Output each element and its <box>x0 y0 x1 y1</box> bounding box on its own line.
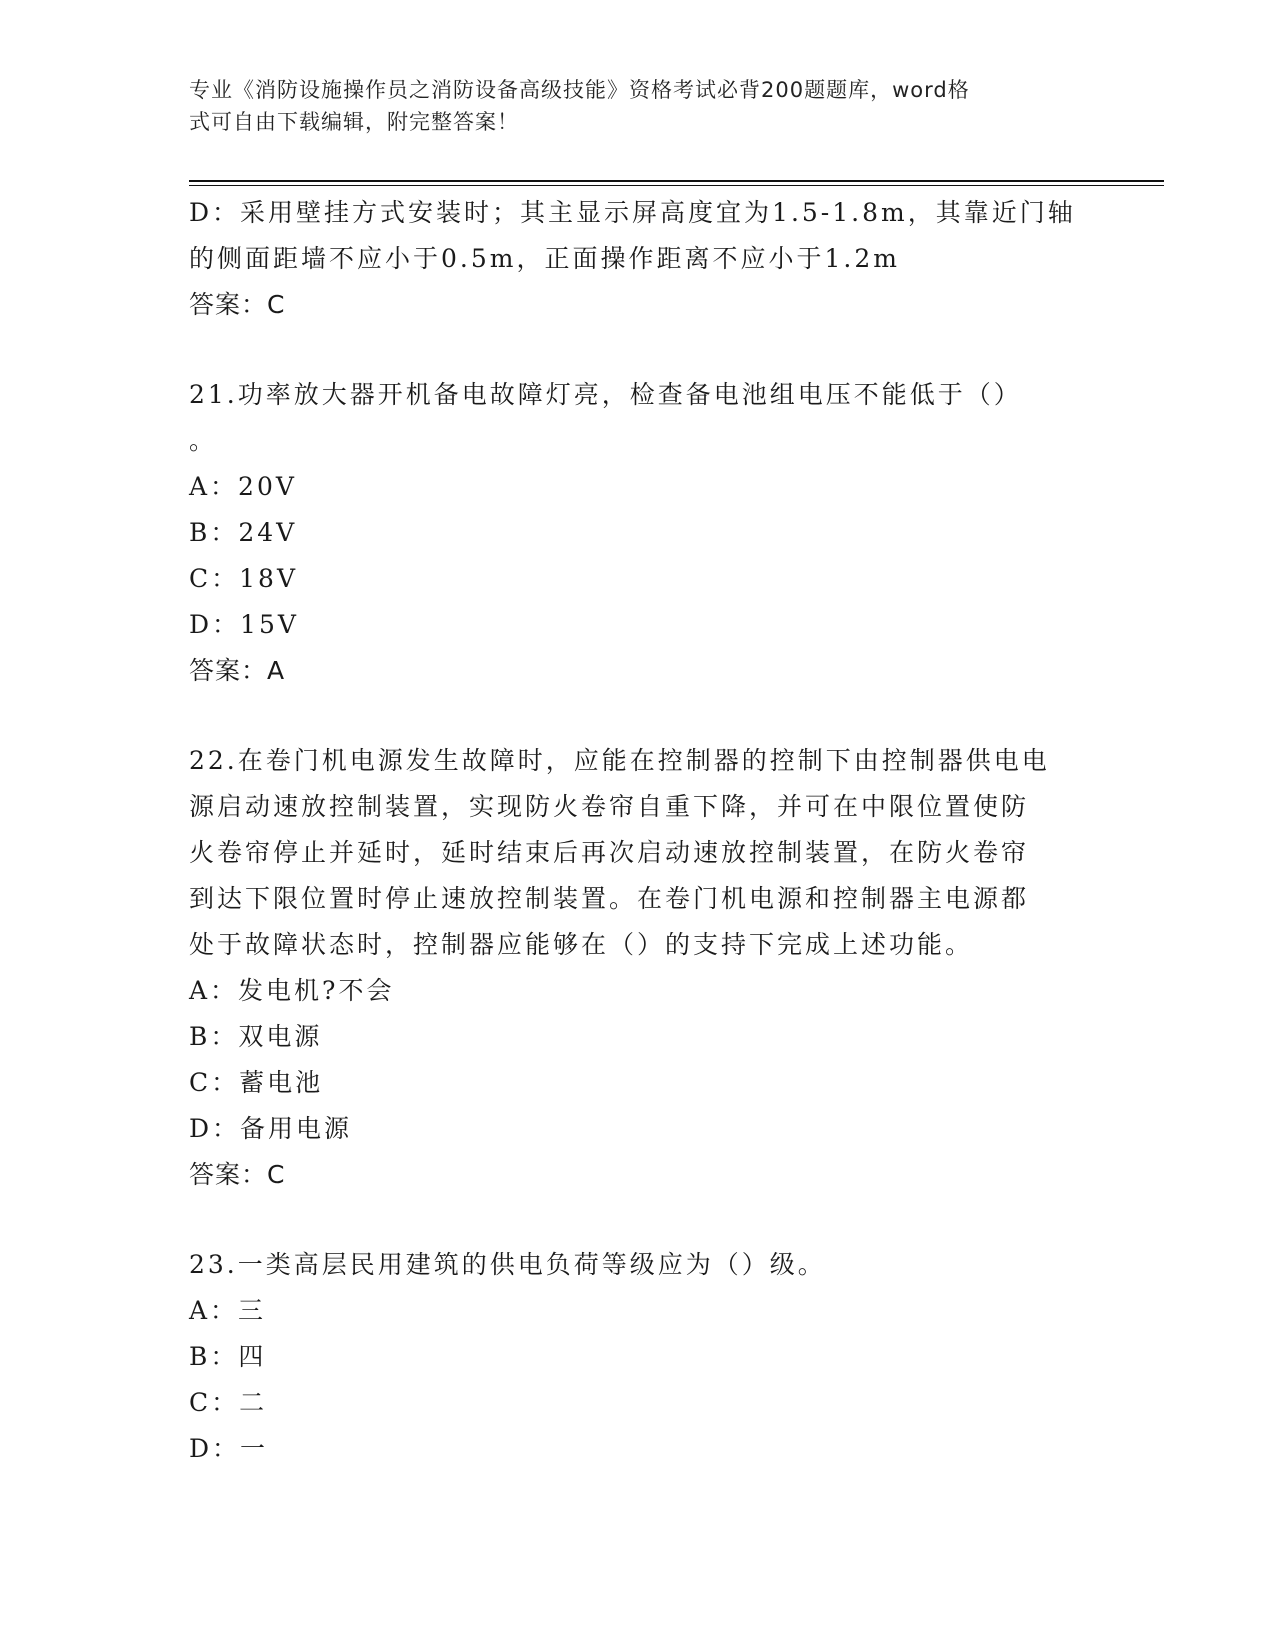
question-21 <box>189 372 1089 694</box>
answer: 答案：C <box>189 1160 286 1189</box>
document-header <box>189 74 1079 138</box>
option-b: B：四 <box>189 1342 267 1371</box>
option-c: C：蓄电池 <box>189 1068 324 1097</box>
question-stem-line: 22.在卷门机电源发生故障时，应能在控制器的控制下由控制器供电电 <box>189 746 1050 775</box>
header-divider-thin <box>189 185 1164 186</box>
option-d: D：一 <box>189 1434 269 1463</box>
question-stem-line: 处于故障状态时，控制器应能够在（）的支持下完成上述功能。 <box>189 930 974 959</box>
option-c: C：二 <box>189 1388 268 1417</box>
answer: 答案：C <box>189 290 286 319</box>
question-stem-line: 到达下限位置时停止速放控制装置。在卷门机电源和控制器主电源都 <box>189 884 1030 913</box>
question-stem-line: 23.一类高层民用建筑的供电负荷等级应为（）级。 <box>189 1250 826 1279</box>
option-b: B：双电源 <box>189 1022 323 1051</box>
question-content <box>189 190 1089 1472</box>
option-b: B：24V <box>189 518 298 547</box>
option-a: A：发电机?不会 <box>189 976 395 1005</box>
option-d: D：备用电源 <box>189 1114 353 1143</box>
option-a: A：三 <box>189 1296 267 1325</box>
question-stem-line: 21.功率放大器开机备电故障灯亮，检查备电池组电压不能低于（） <box>189 380 1022 409</box>
question-stem-line: 。 <box>189 426 218 455</box>
question-22 <box>189 738 1089 1198</box>
option-d-line-1: D：采用壁挂方式安装时；其主显示屏高度宜为1.5-1.8m，其靠近门轴 <box>189 198 1076 227</box>
previous-question-tail <box>189 190 1089 328</box>
question-23 <box>189 1242 1089 1472</box>
header-divider-thick <box>189 180 1164 182</box>
option-d-line-2: 的侧面距墙不应小于0.5m，正面操作距离不应小于1.2m <box>189 244 900 273</box>
question-stem-line: 火卷帘停止并延时，延时结束后再次启动速放控制装置，在防火卷帘 <box>189 838 1030 867</box>
header-line-1: 专业《消防设施操作员之消防设备高级技能》资格考试必背200题题库，word格 <box>189 78 970 102</box>
option-d: D：15V <box>189 610 299 639</box>
header-line-2: 式可自由下载编辑，附完整答案！ <box>189 110 519 134</box>
question-stem-line: 源启动速放控制装置，实现防火卷帘自重下降，并可在中限位置使防 <box>189 792 1030 821</box>
option-a: A：20V <box>189 472 297 501</box>
option-c: C：18V <box>189 564 298 593</box>
answer: 答案：A <box>189 656 286 685</box>
